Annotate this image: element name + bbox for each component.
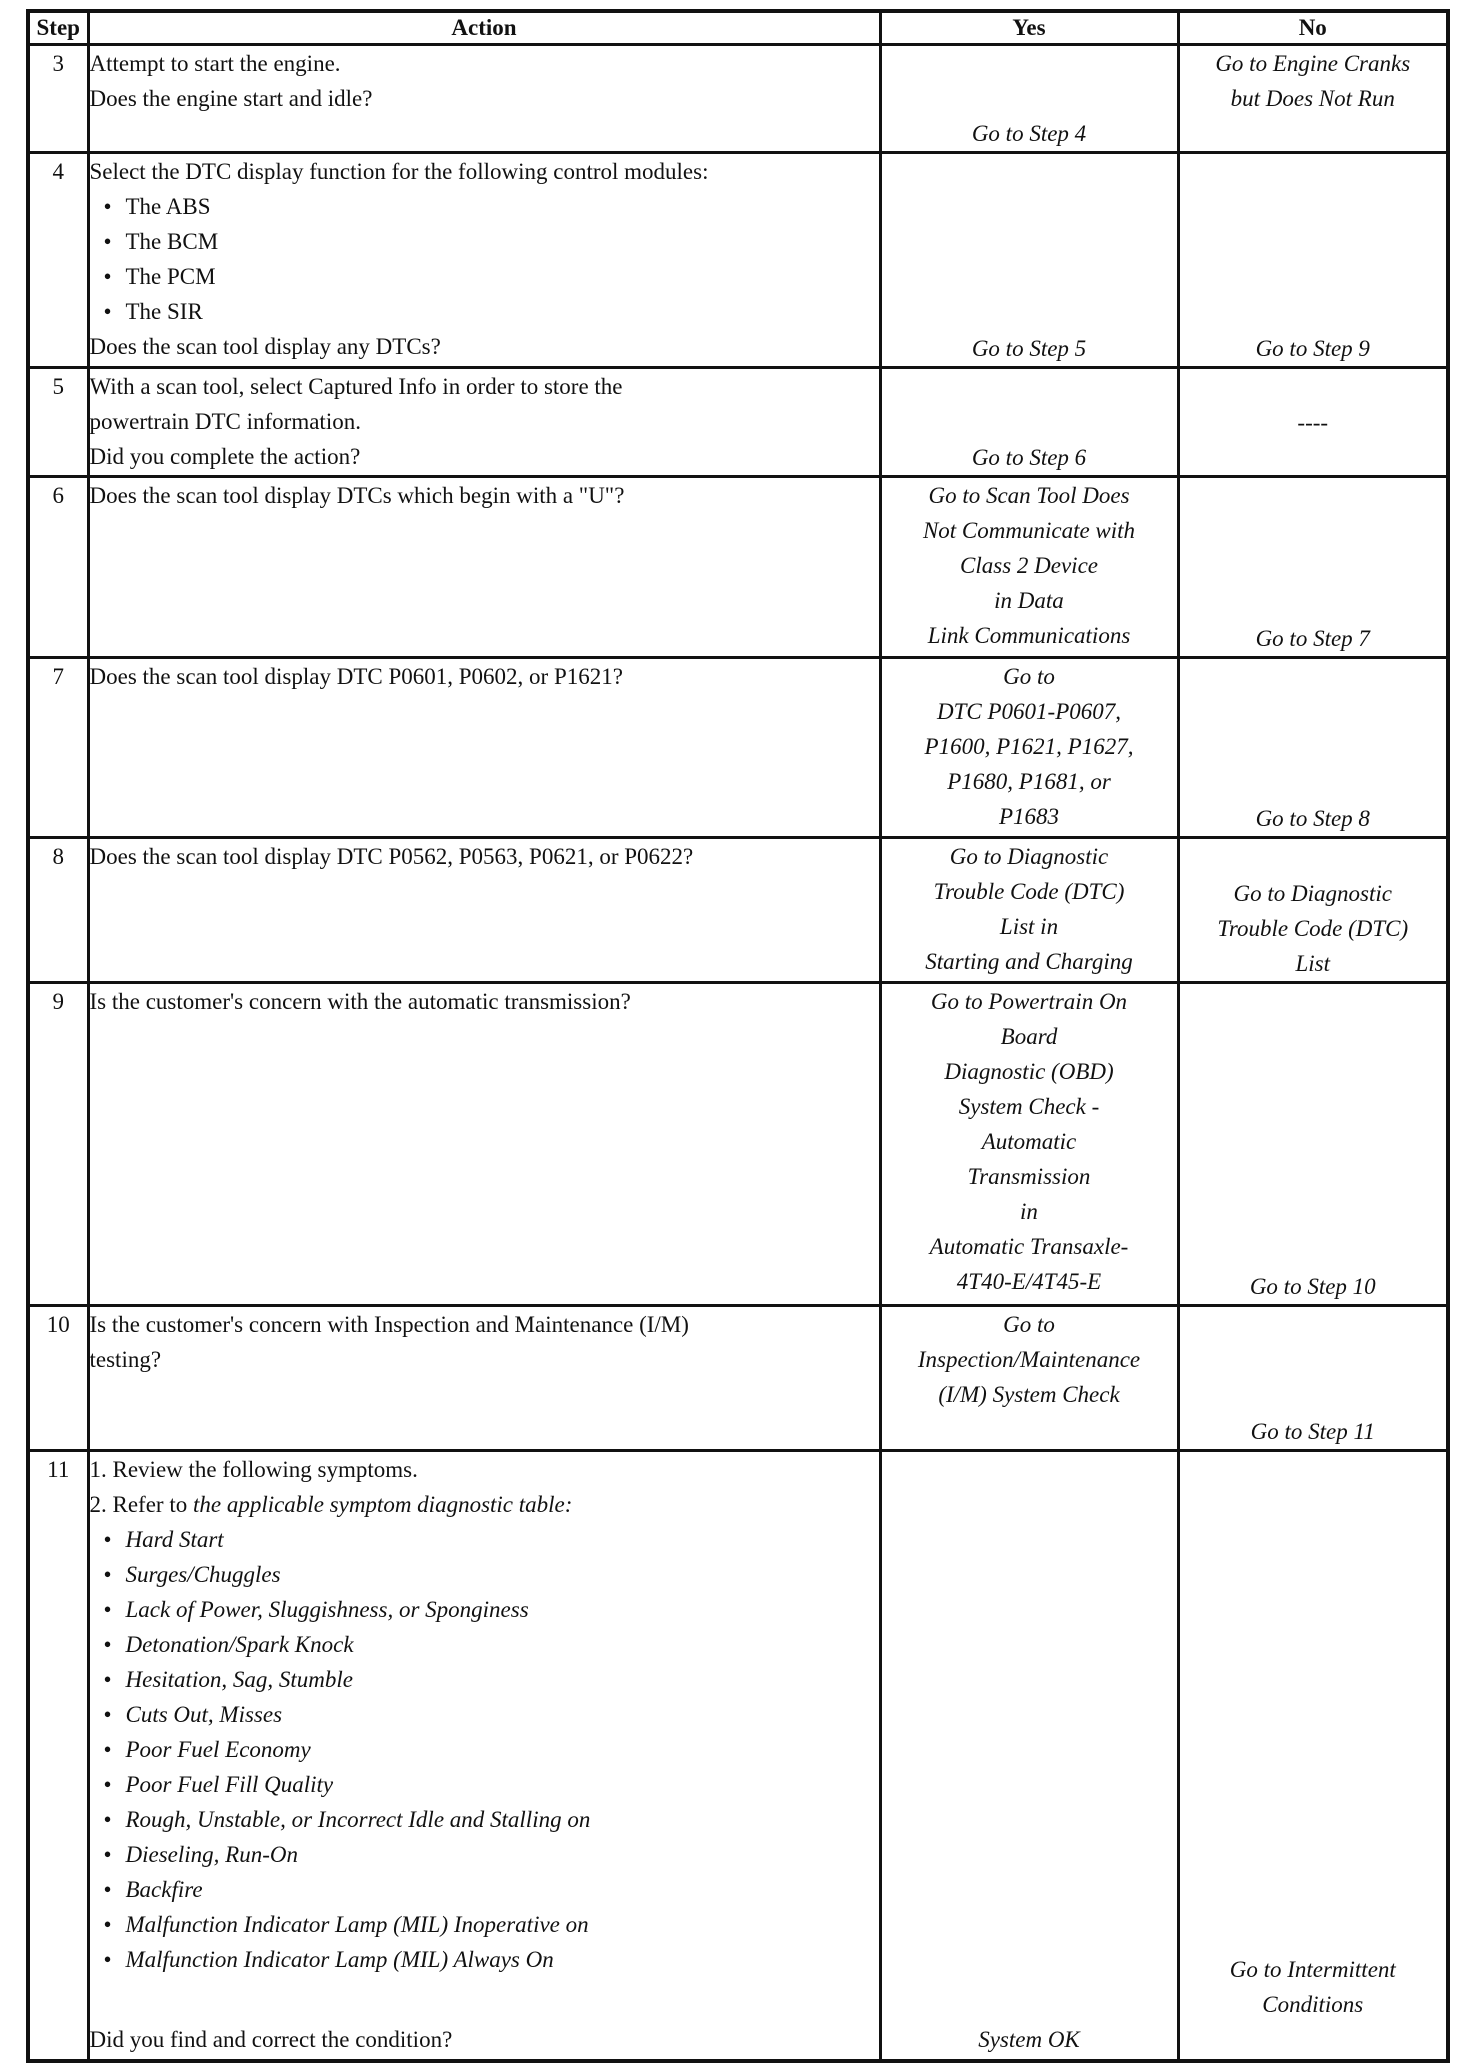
action-cell: Is the customer's concern with the automatic transmission? bbox=[88, 983, 880, 1306]
list-item: • The PCM bbox=[104, 259, 879, 294]
table-row bbox=[28, 45, 1448, 153]
action-cell: Does the scan tool display DTCs which begin with a "U"? bbox=[88, 477, 880, 658]
action-cell bbox=[88, 368, 880, 477]
step-number: 9 bbox=[28, 983, 88, 1306]
no-cell bbox=[1178, 1306, 1448, 1451]
no-cell bbox=[1178, 838, 1448, 983]
yes-link-line[interactable]: Automatic bbox=[981, 1129, 1077, 1154]
action-question: Did you find and correct the condition? bbox=[89, 2027, 453, 2052]
no-link-line[interactable]: Go to Diagnostic bbox=[1233, 881, 1392, 906]
no-link-line[interactable]: Go to Intermittent bbox=[1229, 1957, 1396, 1982]
yes-link[interactable]: System OK bbox=[978, 2027, 1080, 2052]
symptom-item[interactable]: • Backfire bbox=[104, 1872, 879, 1907]
action-cell bbox=[88, 1451, 880, 2061]
action-cell bbox=[88, 153, 880, 368]
table-row bbox=[28, 368, 1448, 477]
symptom-item[interactable]: • Hesitation, Sag, Stumble bbox=[104, 1662, 879, 1697]
refer-text: 2. Refer to bbox=[89, 1492, 193, 1517]
list-item: • The BCM bbox=[104, 224, 879, 259]
yes-link-line[interactable]: Go to Powertrain On bbox=[930, 989, 1128, 1014]
action-question: Does the scan tool display any DTCs? bbox=[89, 334, 441, 359]
yes-cell bbox=[880, 477, 1178, 658]
action-cell bbox=[88, 45, 880, 153]
yes-link-line[interactable]: DTC P0601-P0607, bbox=[937, 699, 1121, 724]
yes-link-line[interactable]: Starting and Charging bbox=[925, 949, 1133, 974]
no-link[interactable]: Go to Step 9 bbox=[1255, 336, 1370, 361]
table-row bbox=[28, 658, 1448, 838]
yes-link-line[interactable]: P1600, P1621, P1627, bbox=[924, 734, 1134, 759]
no-cell: ---- bbox=[1178, 368, 1448, 477]
symptom-item[interactable]: • Hard Start bbox=[104, 1522, 879, 1557]
table-row bbox=[28, 983, 1448, 1306]
yes-link-line[interactable]: in Data bbox=[994, 588, 1064, 613]
step-number: 4 bbox=[28, 153, 88, 368]
yes-link-line[interactable]: List in bbox=[999, 914, 1059, 939]
no-cell bbox=[1178, 983, 1448, 1306]
step-number: 7 bbox=[28, 658, 88, 838]
step-number: 3 bbox=[28, 45, 88, 153]
action-line bbox=[90, 1487, 879, 1522]
action-line: Select the DTC display function for the following control modules: bbox=[89, 159, 709, 184]
yes-link-line[interactable]: Go to bbox=[1003, 1312, 1055, 1337]
no-link-line[interactable]: Go to Engine Cranks bbox=[1215, 51, 1411, 76]
yes-link-line[interactable]: in bbox=[1020, 1199, 1038, 1224]
step-number: 11 bbox=[28, 1451, 88, 2061]
yes-cell bbox=[880, 658, 1178, 838]
yes-link-line[interactable]: Link Communications bbox=[927, 623, 1131, 648]
yes-cell bbox=[880, 45, 1178, 153]
yes-link-line[interactable]: Go to Diagnostic bbox=[949, 844, 1109, 869]
step-number: 8 bbox=[28, 838, 88, 983]
no-link[interactable]: Go to Step 11 bbox=[1250, 1419, 1375, 1444]
no-link[interactable]: Go to Step 10 bbox=[1249, 1274, 1376, 1299]
table-row bbox=[28, 1451, 1448, 2061]
no-link-line[interactable]: Trouble Code (DTC) bbox=[1217, 916, 1409, 941]
no-cell bbox=[1178, 45, 1448, 153]
yes-cell bbox=[880, 153, 1178, 368]
list-item: • The SIR bbox=[104, 294, 879, 329]
yes-cell bbox=[880, 368, 1178, 477]
no-cell bbox=[1178, 658, 1448, 838]
action-line: Does the engine start and idle? bbox=[89, 86, 373, 111]
symptom-item[interactable]: • Lack of Power, Sluggishness, or Sponginess bbox=[104, 1592, 879, 1627]
symptom-item[interactable]: • Surges/Chuggles bbox=[104, 1557, 879, 1592]
action-line: powertrain DTC information. bbox=[89, 409, 361, 434]
yes-link[interactable]: Go to Step 4 bbox=[971, 121, 1087, 146]
yes-cell bbox=[880, 983, 1178, 1306]
yes-link-line[interactable]: Board bbox=[1000, 1024, 1058, 1049]
list-item: • The ABS bbox=[104, 189, 879, 224]
no-link[interactable]: Go to Step 8 bbox=[1255, 806, 1370, 831]
table-row bbox=[28, 477, 1448, 658]
symptom-item[interactable]: • Malfunction Indicator Lamp (MIL) Inoperative on bbox=[104, 1907, 879, 1942]
no-link-line[interactable]: but Does Not Run bbox=[1230, 86, 1395, 111]
yes-link[interactable]: Go to Step 5 bbox=[971, 336, 1087, 361]
yes-link-line[interactable]: Go to Scan Tool Does bbox=[928, 483, 1130, 508]
symptom-item[interactable]: • Cuts Out, Misses bbox=[104, 1697, 879, 1732]
symptom-table-link[interactable]: the applicable symptom diagnostic table: bbox=[192, 1492, 573, 1517]
yes-link-line[interactable]: Diagnostic (OBD) bbox=[944, 1059, 1114, 1084]
no-link-line[interactable]: List bbox=[1295, 951, 1331, 976]
action-cell: Does the scan tool display DTC P0562, P0563, P0621, or P0622? bbox=[88, 838, 880, 983]
symptom-item[interactable]: • Malfunction Indicator Lamp (MIL) Always On bbox=[104, 1942, 879, 1977]
no-cell bbox=[1178, 477, 1448, 658]
step-number: 5 bbox=[28, 368, 88, 477]
yes-link-line[interactable]: 4T40-E/4T45-E bbox=[956, 1269, 1102, 1294]
yes-cell bbox=[880, 838, 1178, 983]
yes-link-line[interactable]: P1680, P1681, or bbox=[947, 769, 1111, 794]
yes-link-line[interactable]: (I/M) System Check bbox=[938, 1382, 1120, 1407]
no-link-line[interactable]: Conditions bbox=[1262, 1992, 1364, 2017]
yes-link-line[interactable]: Trouble Code (DTC) bbox=[933, 879, 1125, 904]
yes-link-line[interactable]: P1683 bbox=[998, 804, 1060, 829]
header-step: Step bbox=[28, 11, 88, 45]
no-cell bbox=[1178, 1451, 1448, 2061]
step-number: 6 bbox=[28, 477, 88, 658]
no-link[interactable]: Go to Step 7 bbox=[1255, 626, 1370, 651]
yes-link-line[interactable]: Inspection/Maintenance bbox=[917, 1347, 1141, 1372]
yes-cell bbox=[880, 1306, 1178, 1451]
header-yes: Yes bbox=[880, 11, 1178, 45]
table-row bbox=[28, 153, 1448, 368]
header-action: Action bbox=[88, 11, 880, 45]
action-line: With a scan tool, select Captured Info in order to store the bbox=[89, 374, 623, 399]
action-line: Did you complete the action? bbox=[89, 444, 361, 469]
module-list bbox=[90, 189, 879, 329]
action-cell bbox=[88, 1306, 880, 1451]
symptom-item[interactable]: • Detonation/Spark Knock bbox=[104, 1627, 879, 1662]
symptom-item[interactable]: • Dieseling, Run-On bbox=[104, 1837, 879, 1872]
header-row bbox=[28, 11, 1448, 45]
symptom-item[interactable]: • Rough, Unstable, or Incorrect Idle and Stalling on bbox=[104, 1802, 879, 1837]
symptom-list bbox=[90, 1522, 879, 1977]
yes-link-line[interactable]: System Check - bbox=[958, 1094, 1100, 1119]
yes-link-line[interactable]: Automatic Transaxle- bbox=[929, 1234, 1129, 1259]
action-cell: Does the scan tool display DTC P0601, P0602, or P1621? bbox=[88, 658, 880, 838]
yes-cell bbox=[880, 1451, 1178, 2061]
action-line: testing? bbox=[89, 1347, 162, 1372]
header-no: No bbox=[1178, 11, 1448, 45]
symptom-item[interactable]: • Poor Fuel Fill Quality bbox=[104, 1767, 879, 1802]
action-line: 1. Review the following symptoms. bbox=[89, 1457, 418, 1482]
yes-link[interactable]: Go to Step 6 bbox=[971, 445, 1087, 470]
action-line: Is the customer's concern with Inspection and Maintenance (I/M) bbox=[89, 1312, 689, 1337]
table-row bbox=[28, 838, 1448, 983]
diagnostic-table bbox=[26, 9, 1450, 2063]
yes-link-line[interactable]: Transmission bbox=[967, 1164, 1091, 1189]
action-line: Attempt to start the engine. bbox=[89, 51, 341, 76]
no-cell bbox=[1178, 153, 1448, 368]
table-row bbox=[28, 1306, 1448, 1451]
yes-link-line[interactable]: Not Communicate with bbox=[922, 518, 1136, 543]
symptom-item[interactable]: • Poor Fuel Economy bbox=[104, 1732, 879, 1767]
step-number: 10 bbox=[28, 1306, 88, 1451]
yes-link-line[interactable]: Class 2 Device bbox=[960, 553, 1098, 578]
yes-link-line[interactable]: Go to bbox=[1003, 664, 1055, 689]
